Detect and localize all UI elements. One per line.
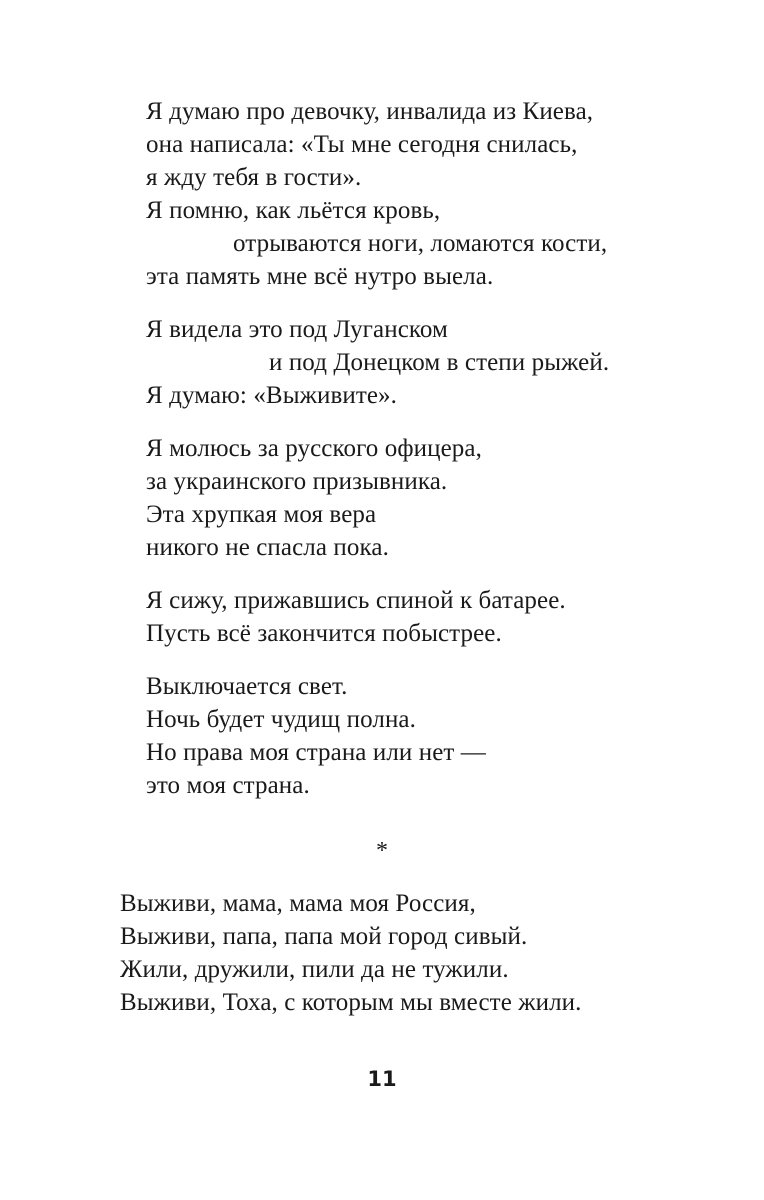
poem-line: эта память мне всё нутро выела. xyxy=(146,263,494,290)
poem-line: Но права моя страна или нет — xyxy=(146,739,486,766)
poem-line: Выживи, папа, папа мой город сивый. xyxy=(120,923,528,950)
poem-line: и под Донецком в степи рыжей. xyxy=(269,349,610,376)
poem-line: Пусть всё закончится побыстрее. xyxy=(146,620,502,647)
poem-line: Я помню, как льётся кровь, xyxy=(146,197,441,224)
poem-line: Ночь будет чудищ полна. xyxy=(146,706,416,733)
poem-line: Я сижу, прижавшись спиной к батарее. xyxy=(146,587,566,614)
poem-line: она написала: «Ты мне сегодня снилась, xyxy=(146,131,578,158)
poem-line: Выключается свет. xyxy=(146,673,348,700)
poem-line: Жили, дружили, пили да не тужили. xyxy=(120,956,509,983)
poem-line: Эта хрупкая моя вера xyxy=(146,501,377,528)
section-separator: * xyxy=(376,838,388,864)
poem-line: я жду тебя в гости». xyxy=(146,164,362,191)
poem-line: никого не спасла пока. xyxy=(146,534,389,561)
poem-line: Я молюсь за русского офицера, xyxy=(146,435,482,462)
poem-line: Я видела это под Луганском xyxy=(146,316,448,343)
poem-line: это моя страна. xyxy=(146,772,310,799)
poem-line: Я думаю про девочку, инвалида из Киева, xyxy=(146,98,594,125)
poem-line: Я думаю: «Выживите». xyxy=(146,382,398,409)
poem-line: отрываются ноги, ломаются кости, xyxy=(233,230,608,257)
page-number: 11 xyxy=(367,1067,397,1091)
poem-line: Выживи, Тоха, с которым мы вместе жили. xyxy=(120,989,582,1016)
poem-line: за украинского призывника. xyxy=(146,468,448,495)
poem-line: Выживи, мама, мама моя Россия, xyxy=(120,890,476,917)
